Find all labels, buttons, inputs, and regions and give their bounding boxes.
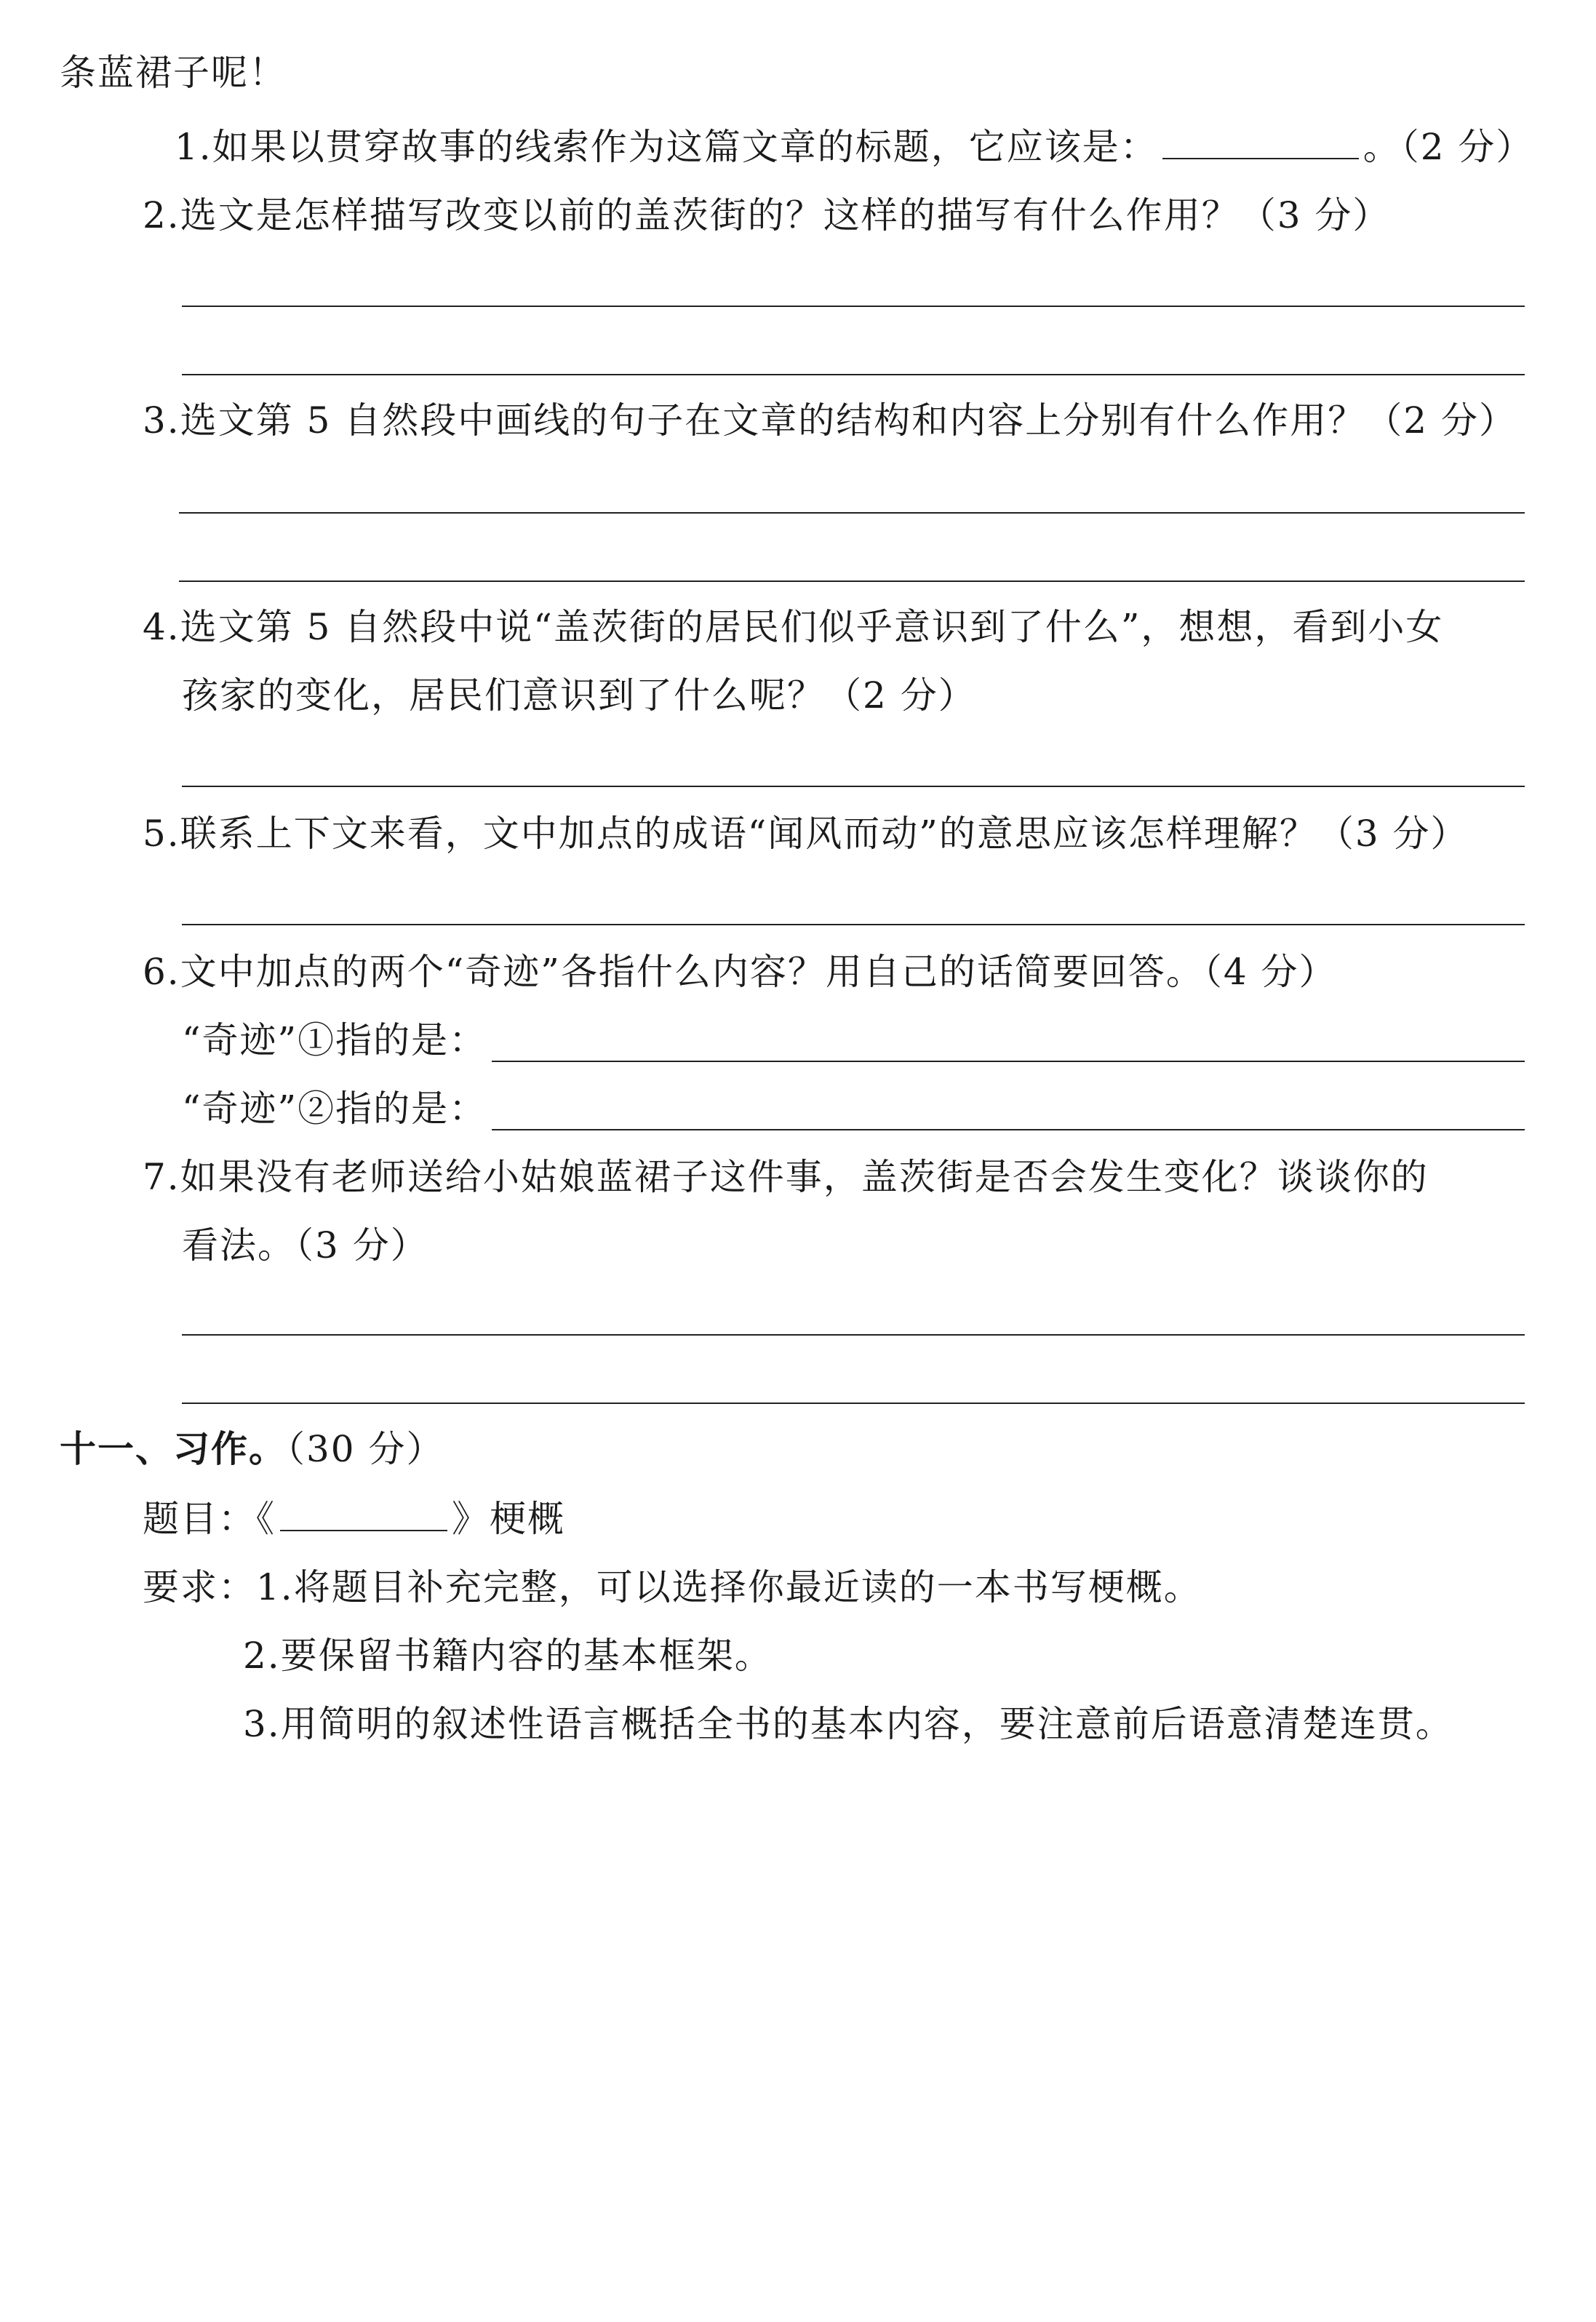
question-6-sub2: “奇迹”②指的是：: [182, 1088, 487, 1130]
requirement-label: 要求：: [143, 1566, 256, 1608]
question-2: 2.选文是怎样描写改变以前的盖茨街的？这样的描写有什么作用？（3 分）: [143, 194, 1391, 236]
answer-line-7b[interactable]: [182, 1403, 1525, 1404]
answer-line-6b[interactable]: [492, 1129, 1525, 1130]
question-7-line1: 7.如果没有老师送给小姑娘蓝裙子这件事，盖茨街是否会发生变化？谈谈你的: [143, 1156, 1429, 1198]
question-4-line2: 孩家的变化，居民们意识到了什么呢？（2 分）: [182, 674, 976, 717]
question-5: 5.联系上下文来看，文中加点的成语“闻风而动”的意思应该怎样理解？（3 分）: [143, 813, 1469, 855]
requirement-1: [143, 1565, 1202, 1609]
essay-title-blank[interactable]: [280, 1498, 447, 1531]
answer-line-6a[interactable]: [492, 1061, 1525, 1062]
essay-title-suffix: 》梗概: [452, 1498, 565, 1540]
answer-line-3a[interactable]: [179, 512, 1525, 514]
section-11-heading: [60, 1427, 444, 1471]
section-11-score: （30 分）: [287, 1428, 444, 1470]
answer-line-3b[interactable]: [179, 580, 1525, 582]
continuation-text: 条蓝裙子呢！: [60, 52, 287, 94]
answer-line-2a[interactable]: [182, 306, 1525, 307]
answer-blank-1[interactable]: [1162, 126, 1359, 159]
question-6: 6.文中加点的两个“奇迹”各指什么内容？用自己的话简要回答。（4 分）: [143, 951, 1337, 993]
section-11-title: 十一、习作。: [60, 1428, 287, 1470]
essay-title-prefix: 题目：《: [143, 1498, 276, 1540]
essay-title-line: [143, 1497, 565, 1541]
requirement-1-text: 1.将题目补充完整，可以选择你最近读的一本书写梗概。: [256, 1566, 1202, 1608]
question-1-score: 。（2 分）: [1362, 126, 1534, 168]
answer-line-5[interactable]: [182, 924, 1525, 925]
requirement-3: 3.用简明的叙述性语言概括全书的基本内容，要注意前后语意清楚连贯。: [243, 1703, 1453, 1745]
question-1: [175, 125, 1533, 169]
question-7-line2: 看法。（3 分）: [182, 1224, 428, 1266]
question-1-text: 1.如果以贯穿故事的线索作为这篇文章的标题，它应该是：: [175, 126, 1158, 168]
requirement-2: 2.要保留书籍内容的基本框架。: [243, 1635, 773, 1677]
question-4-line1: 4.选文第 5 自然段中说“盖茨街的居民们似乎意识到了什么”，想想，看到小女: [143, 606, 1444, 648]
question-3: 3.选文第 5 自然段中画线的句子在文章的结构和内容上分别有什么作用？（2 分）: [143, 399, 1517, 442]
question-6-sub1: “奇迹”①指的是：: [182, 1019, 487, 1061]
answer-line-7a[interactable]: [182, 1334, 1525, 1336]
answer-line-4[interactable]: [182, 786, 1525, 787]
answer-line-2b[interactable]: [182, 374, 1525, 375]
